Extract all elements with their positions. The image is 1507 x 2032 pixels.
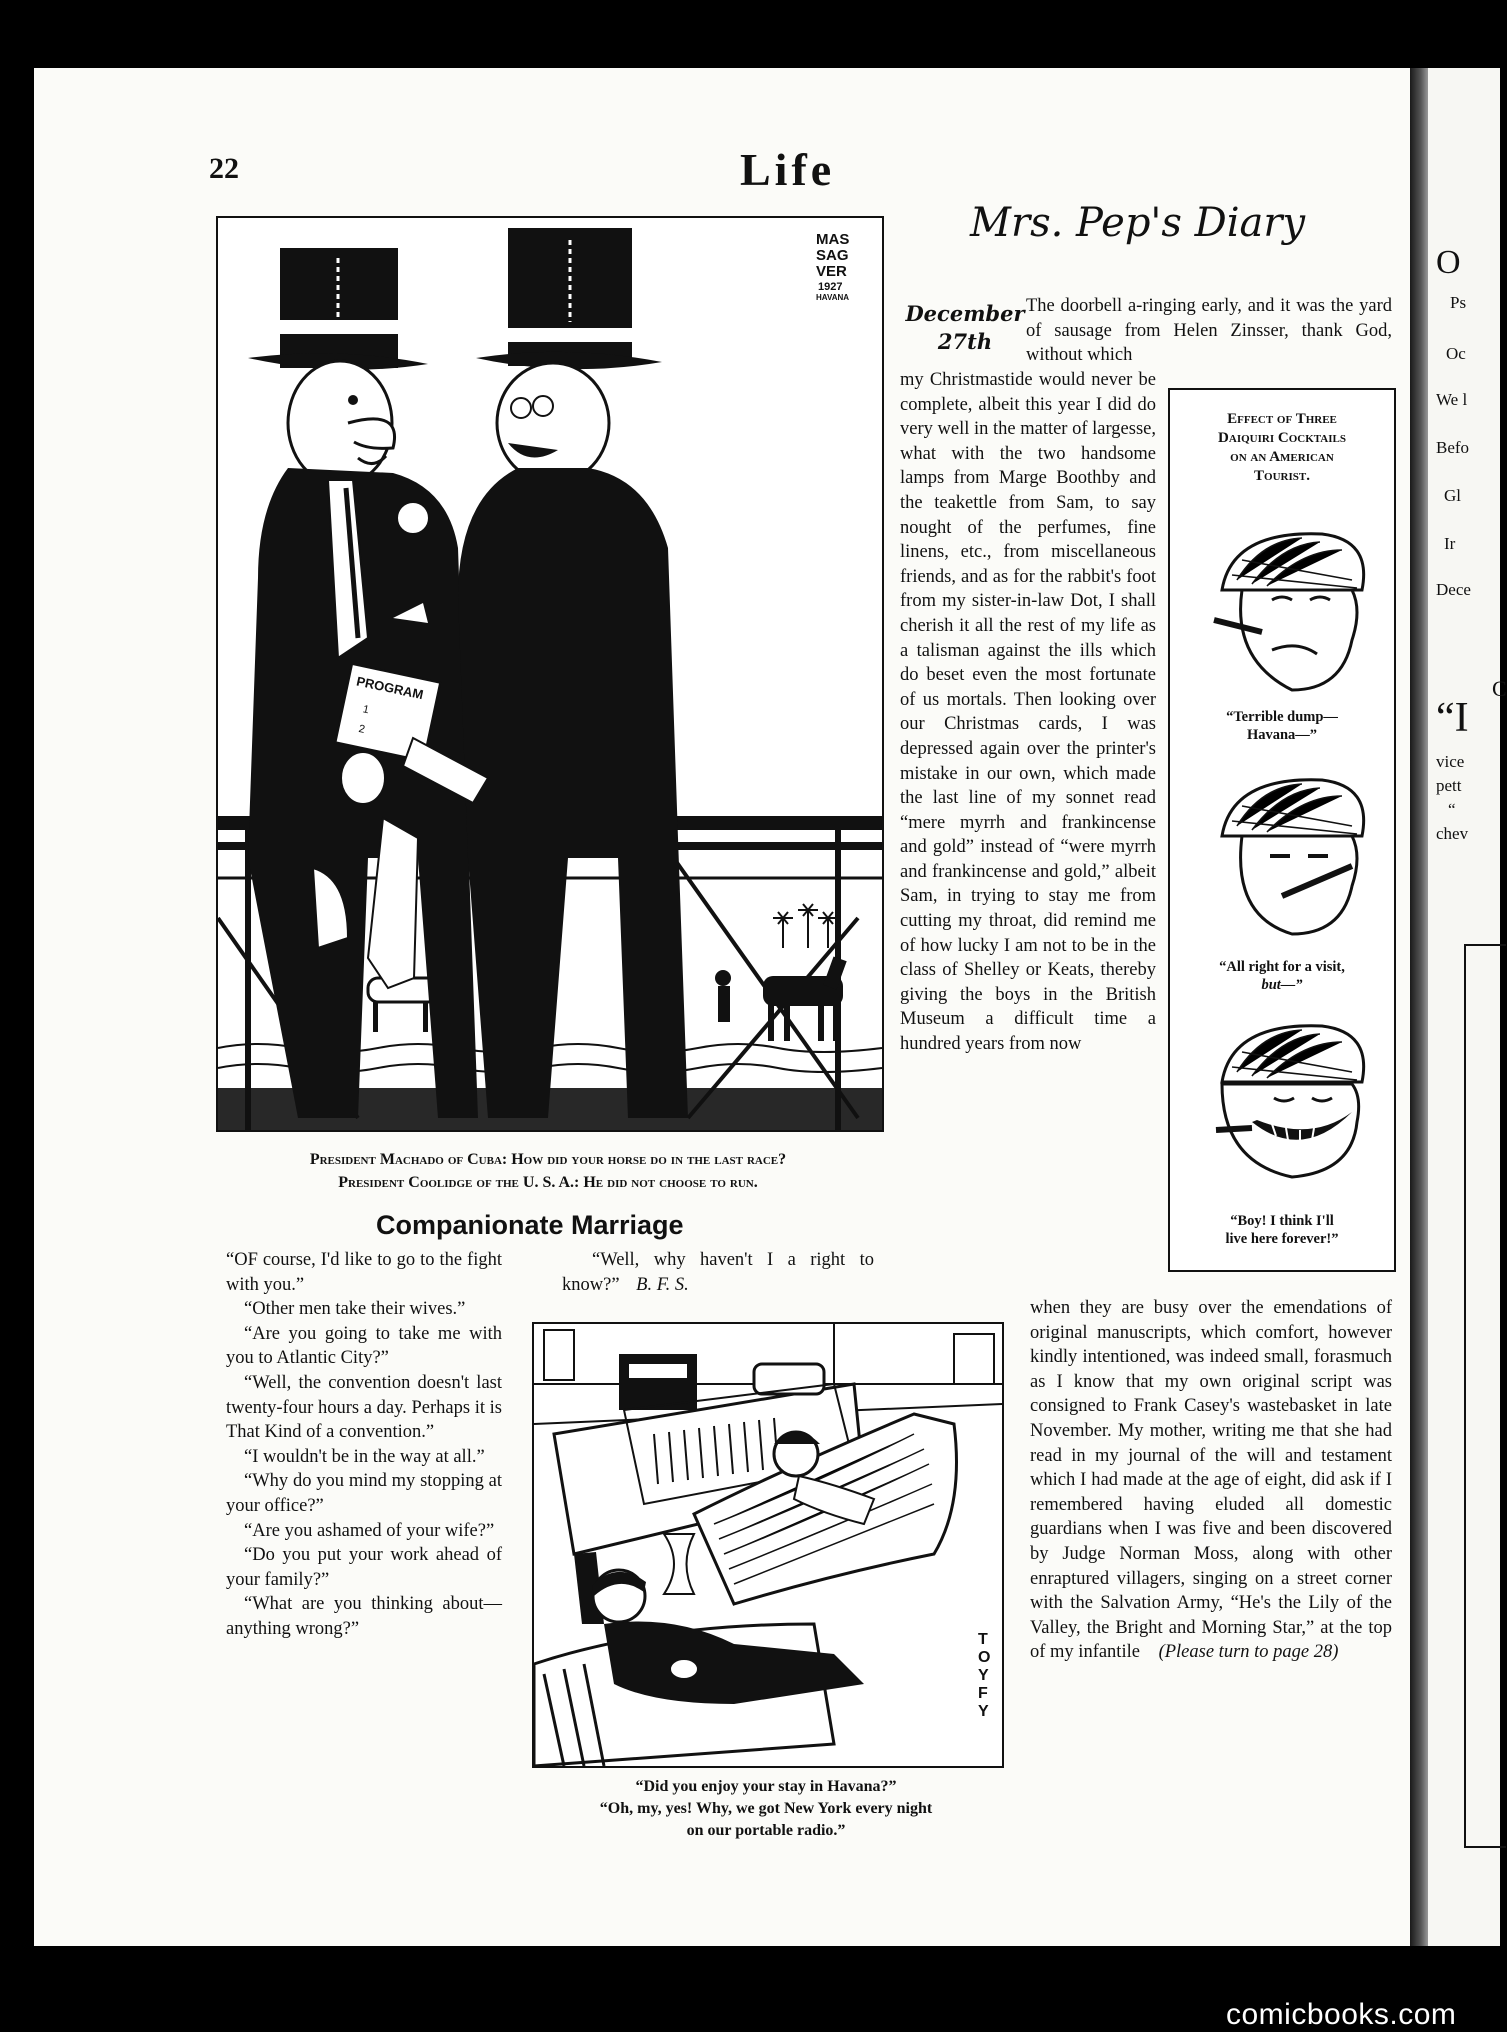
tourist-face-frown bbox=[1202, 520, 1372, 700]
diary-dateline bbox=[905, 300, 1025, 356]
face-caption-line: Havana—” bbox=[1246, 727, 1318, 743]
caption-line: “Did you enjoy your stay in Havana?” bbox=[635, 1778, 897, 1795]
presidents-illustration bbox=[218, 218, 882, 1130]
adjacent-fragment: chev bbox=[1436, 824, 1469, 843]
page-gutter-shadow bbox=[1410, 68, 1428, 1946]
artist-signature-letter: F bbox=[978, 1685, 988, 1702]
svg-text:1: 1 bbox=[361, 703, 371, 717]
caption-line: President Machado of Cuba: How did your horse do in the last race? bbox=[309, 1151, 787, 1168]
diary-intro: The doorbell a-ringing early, and it was the yard of sausage from Helen Zinsser, thank God, without which bbox=[1026, 296, 1392, 366]
face-caption bbox=[1170, 1212, 1394, 1248]
adjacent-fragment: Oc bbox=[1446, 344, 1466, 363]
diary-narrow-column: my Christmastide would never be complete, albeit this year I did do very well in the matter of largesse, what with the two handsome lamps from Marge Boothby and the teakettle from Sam, to say nought of the perfumes, fine linens, etc., from miscellaneous friends, and as for the rabbit's foot from my sister-in-law Dot, I shall cherish it all the rest of my life as a talisman against the ills which do beset even the most fortunate of us mortals. Then looking over our Christmas cards, I was depressed again over the printer's mistake in our own, which made the last line of my sonnet read “mere myrrh and frankincense and gold” instead of “were myrrh and frankincense and gold,” albeit Sam, in trying to stay me from cutting my throat, did remind me of how lucky I am not to be in the class of Shelley or Keats, thereby giving the boys in the British Museum a difficult time a hundred years from now bbox=[900, 370, 1157, 1055]
tourist-face-grin bbox=[1202, 1012, 1372, 1192]
adjacent-fragment: C bbox=[1492, 676, 1507, 701]
effect-title-line: on an American bbox=[1230, 449, 1334, 465]
diary-wide-column bbox=[1030, 1296, 1392, 1665]
adjacent-fragment: Ps bbox=[1450, 293, 1467, 312]
article-byline: B. F. S. bbox=[636, 1274, 689, 1295]
svg-text:2: 2 bbox=[357, 722, 367, 736]
companionate-right-column bbox=[562, 1248, 874, 1297]
page-number: 22 bbox=[209, 152, 239, 185]
adjacent-frame bbox=[1464, 944, 1506, 1848]
artist-signature-letter: T bbox=[978, 1631, 988, 1648]
adjacent-fragment: Befo bbox=[1436, 438, 1470, 457]
adjacent-fragment: Dece bbox=[1436, 580, 1471, 599]
adjacent-fragment: We l bbox=[1436, 390, 1468, 409]
dialogue-line: “I wouldn't be in the way at all.” bbox=[244, 1446, 485, 1467]
effect-box-title bbox=[1178, 410, 1386, 486]
caption-line: on our portable radio.” bbox=[686, 1822, 846, 1839]
effect-of-daiquiri-box bbox=[1168, 388, 1396, 1272]
program-label: PROGRAM bbox=[355, 673, 425, 703]
artist-signature-letter: Y bbox=[978, 1667, 989, 1684]
adjacent-fragment: Gl bbox=[1444, 486, 1461, 505]
caption-line: President Coolidge of the U. S. A.: He did not choose to run. bbox=[338, 1174, 758, 1191]
artist-signature-line: MAS bbox=[816, 231, 850, 248]
dateline-day: 27th bbox=[937, 329, 993, 354]
dialogue-line: “Other men take their wives.” bbox=[244, 1299, 466, 1320]
artist-signature-line: SAG bbox=[816, 247, 849, 264]
adjacent-fragment: Ir bbox=[1444, 534, 1456, 553]
dialogue-line: “Do you put your work ahead of your family?” bbox=[226, 1545, 502, 1590]
adjacent-fragment: pett bbox=[1436, 776, 1462, 795]
effect-title-line: Effect of Three bbox=[1227, 411, 1337, 427]
dialogue-line: “What are you thinking about—anything wrong?” bbox=[226, 1594, 502, 1639]
dialogue-line: “Are you ashamed of your wife?” bbox=[244, 1520, 495, 1541]
article-title-mrs-peps-diary: Mrs. Pep's Diary bbox=[970, 200, 1306, 246]
effect-title-line: Daiquiri Cocktails bbox=[1218, 430, 1346, 446]
face-caption-line: “Boy! I think I'll bbox=[1230, 1213, 1334, 1229]
cartoon-radio-caption bbox=[520, 1776, 1012, 1842]
companionate-left-column bbox=[226, 1248, 502, 1642]
continued-notice: (Please turn to page 28) bbox=[1158, 1642, 1339, 1663]
face-caption-line: live here forever!” bbox=[1225, 1231, 1339, 1247]
face-caption-line: “Terrible dump— bbox=[1226, 709, 1338, 725]
artist-signature-line: HAVANA bbox=[816, 293, 850, 302]
cartoon-presidents-caption bbox=[216, 1148, 880, 1194]
dialogue-line: “Well, why haven't I a right to know?” bbox=[562, 1250, 874, 1295]
dateline-month: December bbox=[905, 301, 1025, 326]
adjacent-fragment: O bbox=[1436, 244, 1461, 281]
adjacent-fragment: vice bbox=[1436, 752, 1465, 771]
adjacent-fragment: “I bbox=[1436, 695, 1469, 741]
artist-signature-line: 1927 bbox=[818, 281, 843, 293]
cartoon-radio-panel bbox=[532, 1322, 1004, 1768]
cartoon-presidents-panel bbox=[216, 216, 884, 1132]
artist-signature-line: VER bbox=[816, 263, 847, 280]
artist-signature-letter: O bbox=[978, 1649, 991, 1666]
caption-line: “Oh, my, yes! Why, we got New York every night bbox=[599, 1800, 933, 1817]
face-caption bbox=[1170, 708, 1394, 744]
tourist-face-neutral bbox=[1202, 766, 1372, 946]
face-caption bbox=[1170, 958, 1394, 994]
diary-continuation-text: when they are busy over the emendations of original manuscripts, which comfort, however kindly intentioned, was indeed small, forasmuch as I know that my own original script was consigned to Frank Casey's wastebasket in late November. My mother, writing me that she had read in my journal of the will and testament which I had made at the age of eight, did ask if I remembered having eluded all domestic guardians when I was five and been discovered by Judge Norman Moss, along with other enraptured villagers, singing on a street corner with the Salvation Army, “He's the Lily of the Valley, the Bright and Morning Star,” at the top of my infantile bbox=[1030, 1298, 1392, 1663]
adjacent-page-edge bbox=[1428, 68, 1507, 1946]
effect-title-line: Tourist. bbox=[1254, 468, 1310, 484]
face-caption-line: but—” bbox=[1261, 977, 1303, 993]
artist-signature-letter: Y bbox=[978, 1703, 989, 1720]
article-title-companionate-marriage: Companionate Marriage bbox=[376, 1210, 684, 1240]
dialogue-line: “Well, the convention doesn't last twenty-four hours a day. Perhaps it is That Kind of a convention.” bbox=[226, 1372, 502, 1443]
radio-illustration bbox=[534, 1324, 1002, 1766]
adjacent-fragment: “ bbox=[1448, 800, 1456, 819]
dialogue-line: “Why do you mind my stopping at your office?” bbox=[226, 1471, 502, 1516]
watermark-text: comicbooks.com bbox=[1226, 1998, 1457, 2031]
face-caption-line: “All right for a visit, bbox=[1219, 959, 1345, 975]
dialogue-line: “OF course, I'd like to go to the fight with you.” bbox=[226, 1250, 502, 1295]
dialogue-line: “Are you going to take me with you to Atlantic City?” bbox=[226, 1323, 502, 1369]
magazine-masthead: Life bbox=[740, 144, 836, 195]
